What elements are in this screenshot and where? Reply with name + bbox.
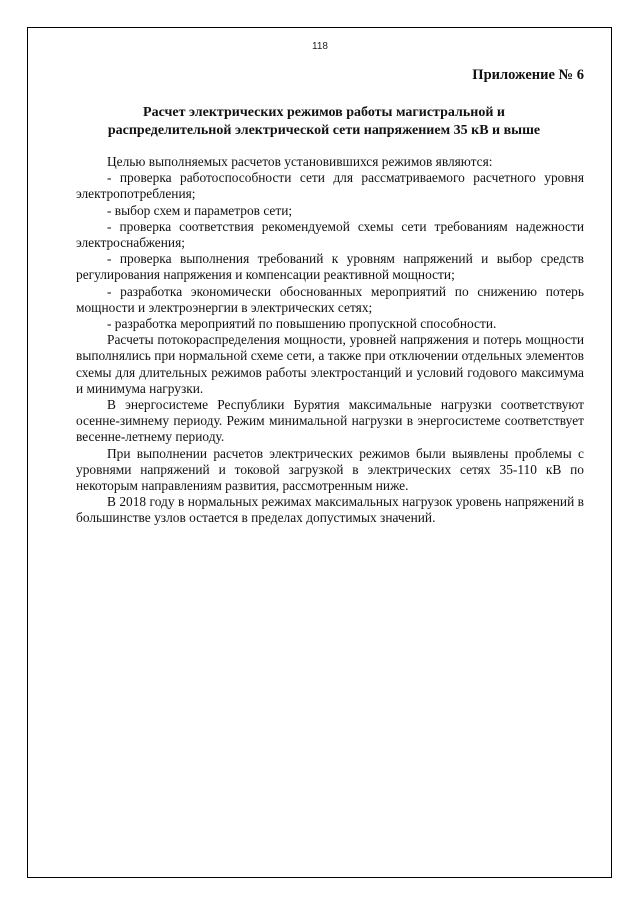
- paragraph-intro: Целью выполняемых расчетов установившихся режимов являются:: [107, 154, 493, 169]
- paragraph-problems: При выполнении расчетов электрических режимов были выявлены проблемы с уровнями напряжений и токовой загрузкой в электрических сетях 35-110 кВ по некоторым направлениям развития, рассмотренным ниже.: [76, 445, 584, 494]
- paragraph-buryatia-loads: В энергосистеме Республики Бурятия максимальные нагрузки соответствуют осенне-зимнему периоду. Режим минимальной нагрузки в энергосистеме соответствует весенне-летнему периоду.: [76, 397, 584, 445]
- page-number: 118: [312, 41, 328, 52]
- appendix-label: Приложение № 6: [472, 67, 584, 83]
- paragraph-2018-voltage: В 2018 году в нормальных режимах максимальных нагрузок уровень напряжений в большинстве узлов остается в пределах допустимых значений.: [76, 494, 584, 526]
- list-item-loss-reduction: - разработка экономически обоснованных мероприятий по снижению потерь мощности и электроэнергии в электрических сетях;: [76, 283, 584, 315]
- list-item-scheme-selection: - выбор схем и параметров сети;: [107, 202, 293, 218]
- body-text: [76, 154, 584, 527]
- title-line-1: Расчет электрических режимов работы магистральной и: [143, 105, 505, 120]
- document-title: [76, 104, 572, 140]
- list-item-capacity-increase: - разработка мероприятий по повышению пропускной способности.: [107, 316, 497, 332]
- title-line-2: распределительной электрической сети напряжением 35 кВ и выше: [107, 123, 541, 138]
- paragraph-power-flow: Расчеты потокораспределения мощности, уровней напряжения и потерь мощности выполнялись при нормальной схеме сети, а также при отключении отдельных элементов схемы для длительных режимов работы электростанций и условий годового максимума и минимума нагрузки.: [76, 332, 584, 396]
- list-item-reliability-check: - проверка соответствия рекомендуемой схемы сети требованиям надежности электроснабжения;: [76, 218, 584, 251]
- list-item-voltage-requirements: - проверка выполнения требований к уровням напряжений и выбор средств регулирования напряжения и компенсации реактивной мощности;: [76, 251, 584, 283]
- list-item-operability-check: - проверка работоспособности сети для рассматриваемого расчетного уровня электропотребления;: [76, 170, 584, 202]
